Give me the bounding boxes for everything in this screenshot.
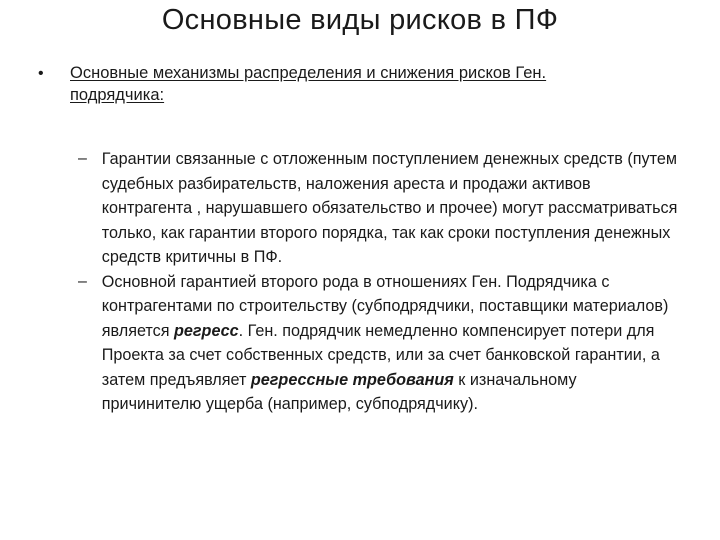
sub-bullet-regress	[78, 270, 678, 417]
main-bullet	[38, 62, 658, 106]
sub-bullet-text: Гарантии связанные с отложенным поступлением денежных средств (путем судебных разбирательств, наложения ареста и продажи активов контрагента , нарушавшего обязательство и прочее) могут рассматриваться только, как гарантии второго порядка, так как сроки поступления денежных средств критичны в ПФ.	[101, 150, 678, 266]
main-bullet-text: Основные механизмы распределения и снижения рисков Ген. подрядчика:	[70, 64, 547, 104]
sub-bullet-list	[78, 147, 678, 417]
slide-title: Основные виды рисков в ПФ	[161, 4, 559, 36]
dash-marker: –	[78, 272, 87, 290]
text-part: . Ген. подрядчик немедленно компенсирует потери для Проекта за счет собственных средств, или за счет банковской гарантии, а затем предъявляет	[101, 321, 660, 389]
sub-bullet-guarantees	[78, 147, 678, 270]
bullet-marker: •	[38, 65, 44, 82]
emphasis-regress: регресс	[174, 321, 239, 340]
text-part: к изначальному причинителю ущерба (например, субподрядчику).	[101, 370, 577, 413]
emphasis-regress-claims: регрессные требования	[250, 370, 454, 389]
text-part: Основной гарантией второго рода в отношениях Ген. Подрядчика с контрагентами по строительству (субподрядчики, поставщики материалов) является	[101, 272, 669, 340]
dash-marker: –	[78, 150, 87, 167]
sub-bullet-text	[102, 270, 678, 417]
